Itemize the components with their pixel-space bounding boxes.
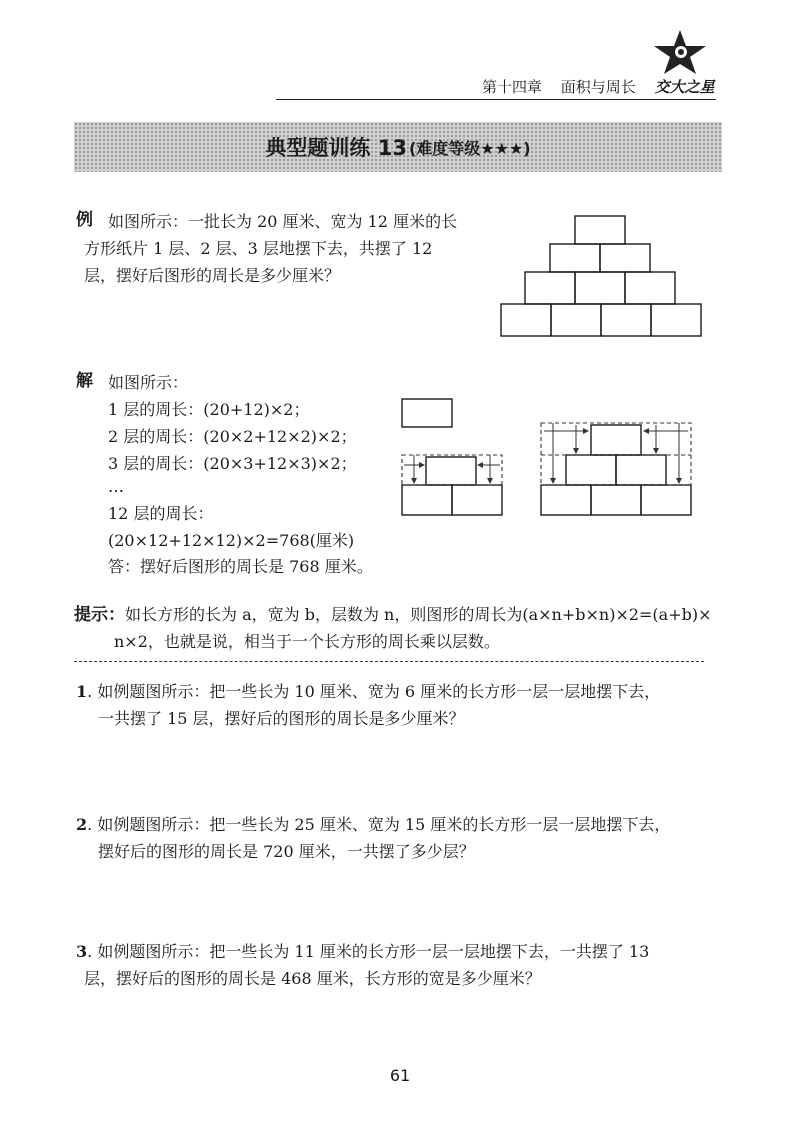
example-line-1: 如图所示：一批长为 20 厘米、宽为 12 厘米的长 <box>108 212 458 231</box>
solution-figures <box>398 395 708 525</box>
question-3 <box>76 938 649 965</box>
two-layer-figure <box>402 455 502 515</box>
pyramid-block <box>600 244 650 272</box>
question-number: 3 <box>76 942 88 961</box>
solution-line-1: 如图所示： <box>108 373 189 392</box>
question-1-line-2: 一共摆了 15 层，摆好后的图形的周长是多少厘米？ <box>98 709 465 728</box>
question-text: . 如例题图所示：把一些长为 25 厘米、宽为 15 厘米的长方形一层一层地摆下去， <box>87 815 671 834</box>
question-number: 1 <box>76 682 88 701</box>
difficulty-label: (难度等级★★★) <box>408 138 531 158</box>
pyramid-block <box>525 272 575 304</box>
question-2 <box>76 811 670 838</box>
hint-text-1: 如长方形的长为 a，宽为 b，层数为 n，则图形的周长为(a×n+b×n)×2=(a+b)× <box>125 605 712 624</box>
hint-line-2: n×2，也就是说，相当于一个长方形的周长乘以层数。 <box>114 632 500 651</box>
hint-label: 提示： <box>74 605 125 625</box>
question-3-line-2: 层，摆好后的图形的周长是 468 厘米，长方形的宽是多少厘米？ <box>84 969 541 988</box>
page-number: 61 <box>389 1066 411 1085</box>
star-logo-icon <box>650 28 710 78</box>
pyramid-block <box>625 272 675 304</box>
three-layer-figure <box>541 423 691 515</box>
example-label: 例 <box>76 210 93 230</box>
solution-line-6: 12 层的周长： <box>108 504 214 523</box>
solution-line-2: 1 层的周长：(20+12)×2； <box>108 400 310 419</box>
pyramid-block <box>575 272 625 304</box>
layer1-block <box>402 399 452 427</box>
banner-title: 典型题训练 13 <box>265 136 407 160</box>
title-banner <box>74 122 722 172</box>
question-1 <box>76 678 660 705</box>
section-label: 面积与周长 <box>560 78 636 96</box>
pyramid-block <box>601 304 651 336</box>
pyramid-block <box>551 304 601 336</box>
solution-line-5: … <box>108 477 124 496</box>
header-divider <box>276 99 716 100</box>
pyramid-block <box>651 304 701 336</box>
solution-line-8: 答：摆好后图形的周长是 768 厘米。 <box>108 557 373 576</box>
example-line-3: 层，摆好后图形的周长是多少厘米？ <box>84 266 341 285</box>
question-2-line-2: 摆好后的图形的周长是 720 厘米，一共摆了多少层？ <box>98 842 475 861</box>
pyramid-block <box>575 216 625 244</box>
hint-line-1 <box>74 601 712 629</box>
question-text: . 如例题图所示：把一些长为 10 厘米、宽为 6 厘米的长方形一层一层地摆下去， <box>87 682 661 701</box>
page-header <box>482 76 729 97</box>
question-number: 2 <box>76 815 88 834</box>
pyramid-figure <box>495 210 710 342</box>
pyramid-block <box>501 304 551 336</box>
question-text: . 如例题图所示：把一些长为 11 厘米的长方形一层一层地摆下去，一共摆了 13 <box>87 942 650 961</box>
example-line-2: 方形纸片 1 层、2 层、3 层地摆下去，共摆了 12 <box>84 239 433 258</box>
chapter-label: 第十四章 <box>482 78 543 96</box>
solution-line-3: 2 层的周长：(20×2+12×2)×2； <box>108 427 357 446</box>
solution-label: 解 <box>76 371 93 391</box>
solution-line-7: (20×12+12×12)×2=768(厘米) <box>108 531 355 550</box>
brand-label: 交大之星 <box>654 78 715 96</box>
pyramid-block <box>550 244 600 272</box>
section-divider <box>74 661 704 662</box>
solution-line-4: 3 层的周长：(20×3+12×3)×2； <box>108 454 357 473</box>
